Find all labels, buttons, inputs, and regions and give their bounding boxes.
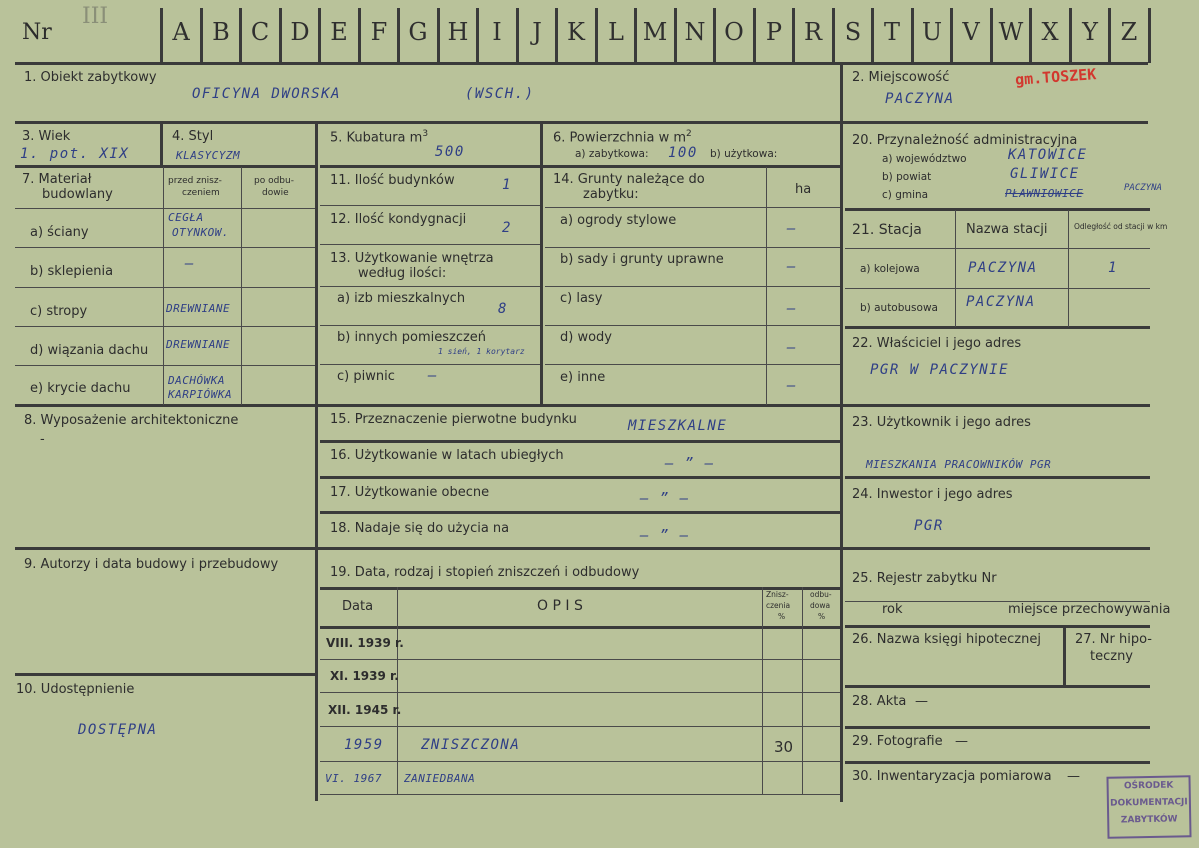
- letter-separator: [1148, 8, 1151, 63]
- field-5-label-text: 5. Kubatura m: [330, 130, 423, 146]
- index-letter-v: V: [962, 18, 980, 46]
- index-letter-g: G: [408, 18, 428, 46]
- field-21-col-dist: Odległość od stacji w km: [1074, 222, 1168, 231]
- field-19-col-znis-3: %: [778, 612, 786, 621]
- field-17-value: — ” —: [640, 491, 690, 507]
- field-7e-value-2: KARPIÓWKA: [168, 388, 233, 401]
- field-14d-label: d) wody: [560, 330, 612, 345]
- field-7e-label: e) krycie dachu: [30, 381, 131, 396]
- field-19-col-odb-2: dowa: [810, 601, 831, 610]
- field-18-value: — ” —: [640, 528, 690, 544]
- field-20b-label: b) powiat: [882, 171, 932, 183]
- field-14e-value: —: [787, 378, 797, 394]
- rule: [15, 326, 315, 327]
- index-letter-k: K: [567, 18, 585, 46]
- stamp-line: ZABYTKÓW: [1120, 814, 1178, 826]
- index-letter-s: S: [844, 18, 862, 46]
- field-7c-label: c) stropy: [30, 304, 88, 319]
- rule: [160, 121, 163, 167]
- field-14-label: 14. Grunty należące do: [553, 172, 705, 187]
- field-19-row-date: 1959: [344, 737, 384, 753]
- rule: [320, 511, 840, 514]
- field-13-label: 13. Użytkowanie wnętrza: [330, 251, 494, 266]
- index-letter-f: F: [370, 18, 388, 46]
- rule: [320, 325, 540, 326]
- field-14-label-2: zabytku:: [583, 187, 639, 202]
- index-letter-u: U: [921, 18, 943, 46]
- field-23-value: MIESZKANIA PRACOWNIKÓW PGR: [866, 458, 1052, 471]
- rule: [15, 247, 315, 248]
- field-15-label: 15. Przeznaczenie pierwotne budynku: [330, 412, 577, 427]
- rule: [15, 365, 315, 366]
- field-26-label: 26. Nazwa księgi hipotecznej: [852, 632, 1041, 647]
- index-letter-p: P: [765, 18, 783, 46]
- field-4-label: 4. Styl: [172, 129, 214, 144]
- field-20-label: 20. Przynależność administracyjna: [852, 133, 1078, 148]
- field-21a-name: PACZYNA: [968, 260, 1038, 276]
- field-20a-label: a) województwo: [882, 153, 967, 165]
- field-5-label: [330, 129, 428, 145]
- index-letter-a: A: [172, 18, 190, 46]
- field-7-label-2: budowlany: [42, 187, 113, 202]
- field-7a-value-2: OTYNKOW.: [172, 226, 229, 239]
- field-13c-value: —: [428, 368, 438, 384]
- rule: [15, 673, 315, 676]
- field-10-value: DOSTĘPNA: [78, 722, 158, 738]
- field-8-label: 8. Wyposażenie architektoniczne: [24, 413, 239, 428]
- field-20b-value: GLIWICE: [1010, 166, 1080, 182]
- archive-stamp: [1106, 775, 1191, 838]
- field-6b-label: b) użytkowa:: [710, 148, 778, 160]
- field-14a-value: —: [787, 221, 797, 237]
- field-7-col-after: po odbu-: [254, 176, 294, 186]
- field-30-label: 30. Inwentaryzacja pomiarowa: [852, 769, 1052, 784]
- field-24-value: PGR: [914, 518, 944, 534]
- field-13b-value: 1 sień, 1 korytarz: [438, 347, 525, 356]
- field-30-value: —: [1067, 769, 1080, 784]
- rule: [845, 625, 1150, 628]
- rule: [845, 326, 1150, 329]
- rule: [1063, 625, 1066, 687]
- nr-mark: III: [82, 4, 109, 29]
- field-14c-label: c) lasy: [560, 291, 603, 306]
- field-20c-value: PŁAWNIOWICE: [1005, 187, 1084, 200]
- rule: [545, 207, 840, 208]
- field-21b-name: PACZYNA: [966, 294, 1036, 310]
- index-letter-t: T: [883, 18, 900, 46]
- field-20a-value: KATOWICE: [1008, 147, 1088, 163]
- field-7b-label: b) sklepienia: [30, 264, 114, 279]
- field-15-value: MIESZKALNE: [628, 418, 728, 434]
- field-8-value: -: [40, 432, 45, 447]
- field-19-col-odb-3: %: [818, 612, 826, 621]
- rule: [545, 286, 840, 287]
- field-19-col-znis-2: czenia: [766, 601, 791, 610]
- field-14b-label: b) sady i grunty uprawne: [560, 252, 724, 267]
- field-13a-value: 8: [498, 301, 508, 317]
- rule: [163, 167, 164, 405]
- field-14d-value: —: [787, 340, 797, 356]
- field-4-value: KLASYCYZM: [176, 149, 241, 162]
- field-7a-label: a) ściany: [30, 225, 89, 240]
- rule: [315, 121, 318, 801]
- field-13a-label: a) izb mieszkalnych: [337, 291, 466, 306]
- field-28-label: 28. Akta: [852, 694, 907, 709]
- field-25-rok: rok: [882, 602, 903, 617]
- rule: [540, 121, 543, 405]
- field-20c-label: c) gmina: [882, 189, 929, 201]
- field-21-label: 21. Stacja: [852, 222, 922, 238]
- field-22-label: 22. Właściciel i jego adres: [852, 336, 1022, 351]
- field-6a-label: a) zabytkowa:: [575, 148, 649, 160]
- field-27-label: 27. Nr hipo-: [1075, 632, 1152, 647]
- field-11-value: 1: [502, 177, 512, 193]
- rule: [15, 165, 315, 168]
- rule: [845, 476, 1150, 479]
- field-14c-value: —: [787, 301, 797, 317]
- stamp-line: DOKUMENTACJI: [1110, 797, 1188, 809]
- field-21a-dist: 1: [1108, 260, 1118, 276]
- rule: [320, 794, 840, 795]
- field-19-row-znis: 30: [774, 738, 794, 756]
- field-19-col-znis: Znisz-: [766, 590, 789, 599]
- field-7-col-before: przed znisz-: [168, 176, 222, 186]
- rule: [845, 685, 1150, 688]
- field-9-label: 9. Autorzy i data budowy i przebudowy: [24, 557, 279, 572]
- rule: [15, 547, 1150, 550]
- field-19-row-date: XII. 1945 r.: [328, 703, 402, 717]
- field-19-col-opis: O P I S: [537, 598, 583, 614]
- index-letter-l: L: [608, 18, 624, 46]
- field-7e-value: DACHÓWKA: [168, 374, 225, 387]
- field-2-value: PACZYNA: [885, 91, 955, 107]
- field-21-col-name: Nazwa stacji: [966, 222, 1048, 237]
- field-27-label-2: teczny: [1090, 649, 1133, 664]
- field-19-row-date: XI. 1939 r.: [330, 669, 399, 683]
- field-7d-label: d) wiązania dachu: [30, 343, 149, 358]
- field-6-label: [553, 129, 692, 145]
- index-letter-j: J: [532, 18, 542, 46]
- index-letter-y: Y: [1082, 18, 1098, 46]
- field-21a-label: a) kolejowa: [860, 263, 920, 275]
- field-5-sup: 3: [422, 129, 429, 139]
- field-7c-value: DREWNIANE: [166, 302, 231, 315]
- rule: [955, 210, 956, 327]
- field-7-label: 7. Materiał: [22, 172, 92, 187]
- field-19-label: 19. Data, rodzaj i stopień zniszczeń i odbudowy: [330, 565, 640, 580]
- rule: [802, 587, 803, 795]
- index-letter-i: I: [492, 18, 502, 46]
- rule: [320, 244, 540, 245]
- field-13-label-2: według ilości:: [358, 266, 447, 281]
- rule: [320, 440, 840, 443]
- field-25-miejsce: miejsce przechowywania: [1008, 602, 1171, 617]
- field-17-label: 17. Użytkowanie obecne: [330, 485, 490, 500]
- rule: [845, 288, 1150, 289]
- rule: [845, 248, 1150, 249]
- field-5-value: 500: [435, 144, 465, 160]
- field-14b-value: —: [787, 259, 797, 275]
- rule: [397, 587, 398, 795]
- field-6-label-text: 6. Powierzchnia w m: [553, 130, 687, 146]
- rule: [15, 208, 315, 209]
- field-14-ha: ha: [795, 182, 812, 197]
- field-22-value: PGR W PACZYNIE: [870, 362, 1010, 378]
- index-letter-h: H: [447, 18, 469, 46]
- index-letter-c: C: [250, 18, 270, 46]
- rule: [845, 761, 1150, 764]
- field-2-label: 2. Miejscowość: [852, 70, 950, 85]
- field-29-value: —: [955, 734, 968, 749]
- rule: [762, 587, 763, 795]
- rule: [320, 659, 840, 660]
- rule: [845, 208, 1150, 211]
- rule: [15, 62, 1148, 65]
- field-14a-label: a) ogrody stylowe: [560, 213, 677, 228]
- rule: [320, 761, 840, 762]
- rule: [15, 404, 1150, 407]
- index-letter-m: M: [642, 18, 668, 46]
- field-16-value: — ” —: [665, 456, 715, 472]
- rule: [320, 726, 840, 727]
- rule: [840, 62, 843, 802]
- rule: [320, 476, 840, 479]
- field-25-label: 25. Rejestr zabytku Nr: [852, 571, 997, 586]
- field-7-col-after-2: dowie: [262, 188, 289, 198]
- index-letter-z: Z: [1120, 18, 1138, 46]
- rule: [320, 286, 540, 287]
- rule: [320, 165, 840, 168]
- field-10-label: 10. Udostępnienie: [16, 682, 135, 697]
- field-7-col-before-2: czeniem: [182, 188, 220, 198]
- field-7b-value: —: [185, 256, 195, 272]
- field-7d-value: DREWNIANE: [166, 338, 231, 351]
- field-6-sup: 2: [686, 129, 692, 139]
- field-1-value-2: (WSCH.): [465, 86, 535, 102]
- field-12-label: 12. Ilość kondygnacji: [330, 212, 467, 227]
- rule: [545, 247, 840, 248]
- field-13b-label: b) innych pomieszczeń: [337, 330, 487, 345]
- index-letter-n: N: [684, 18, 706, 46]
- nr-label: Nr: [22, 20, 52, 45]
- index-letter-w: W: [998, 18, 1024, 46]
- field-29-label: 29. Fotografie: [852, 734, 943, 749]
- field-3-value: 1. pot. XIX: [20, 146, 130, 162]
- rule: [15, 287, 315, 288]
- rule: [320, 364, 540, 365]
- index-letter-r: R: [803, 18, 823, 46]
- index-letter-x: X: [1041, 18, 1059, 46]
- field-19-col-date: Data: [342, 599, 374, 614]
- field-20c-value-2: PACZYNA: [1124, 183, 1162, 193]
- field-14e-label: e) inne: [560, 370, 606, 385]
- rule: [545, 325, 840, 326]
- field-1-value: OFICYNA DWORSKA: [192, 86, 341, 102]
- field-13c-label: c) piwnic: [337, 369, 395, 384]
- field-16-label: 16. Użytkowanie w latach ubiegłych: [330, 448, 564, 463]
- field-3-label: 3. Wiek: [22, 129, 71, 144]
- rule: [845, 726, 1150, 729]
- index-letter-o: O: [724, 18, 744, 46]
- stamp-line: OŚRODEK: [1123, 780, 1174, 792]
- field-19-row-date: VI. 1967: [325, 772, 382, 785]
- field-6a-value: 100: [668, 145, 698, 161]
- rule: [766, 167, 767, 405]
- rule: [320, 692, 840, 693]
- field-19-col-odb: odbu-: [810, 590, 832, 599]
- index-letter-e: E: [330, 18, 348, 46]
- index-letter-d: D: [290, 18, 310, 46]
- field-19-row-date: VIII. 1939 r.: [326, 636, 404, 650]
- field-19-row-opis: ZNISZCZONA: [421, 737, 521, 753]
- field-7a-value: CEGŁA: [168, 211, 204, 224]
- rule: [241, 167, 242, 405]
- field-18-label: 18. Nadaje się do użycia na: [330, 521, 510, 536]
- field-21b-label: b) autobusowa: [860, 302, 938, 314]
- field-1-label: 1. Obiekt zabytkowy: [24, 70, 157, 85]
- field-28-value: —: [915, 694, 928, 709]
- rule: [320, 205, 540, 206]
- field-2-red-note: gm.TOSZEK: [1014, 65, 1097, 89]
- rule: [545, 364, 840, 365]
- rule: [15, 121, 1148, 124]
- field-23-label: 23. Użytkownik i jego adres: [852, 415, 1031, 430]
- index-letter-b: B: [212, 18, 230, 46]
- field-24-label: 24. Inwestor i jego adres: [852, 487, 1013, 502]
- field-19-row-opis: ZANIEDBANA: [404, 772, 476, 785]
- field-11-label: 11. Ilość budynków: [330, 173, 455, 188]
- rule: [1068, 210, 1069, 327]
- field-12-value: 2: [502, 220, 512, 236]
